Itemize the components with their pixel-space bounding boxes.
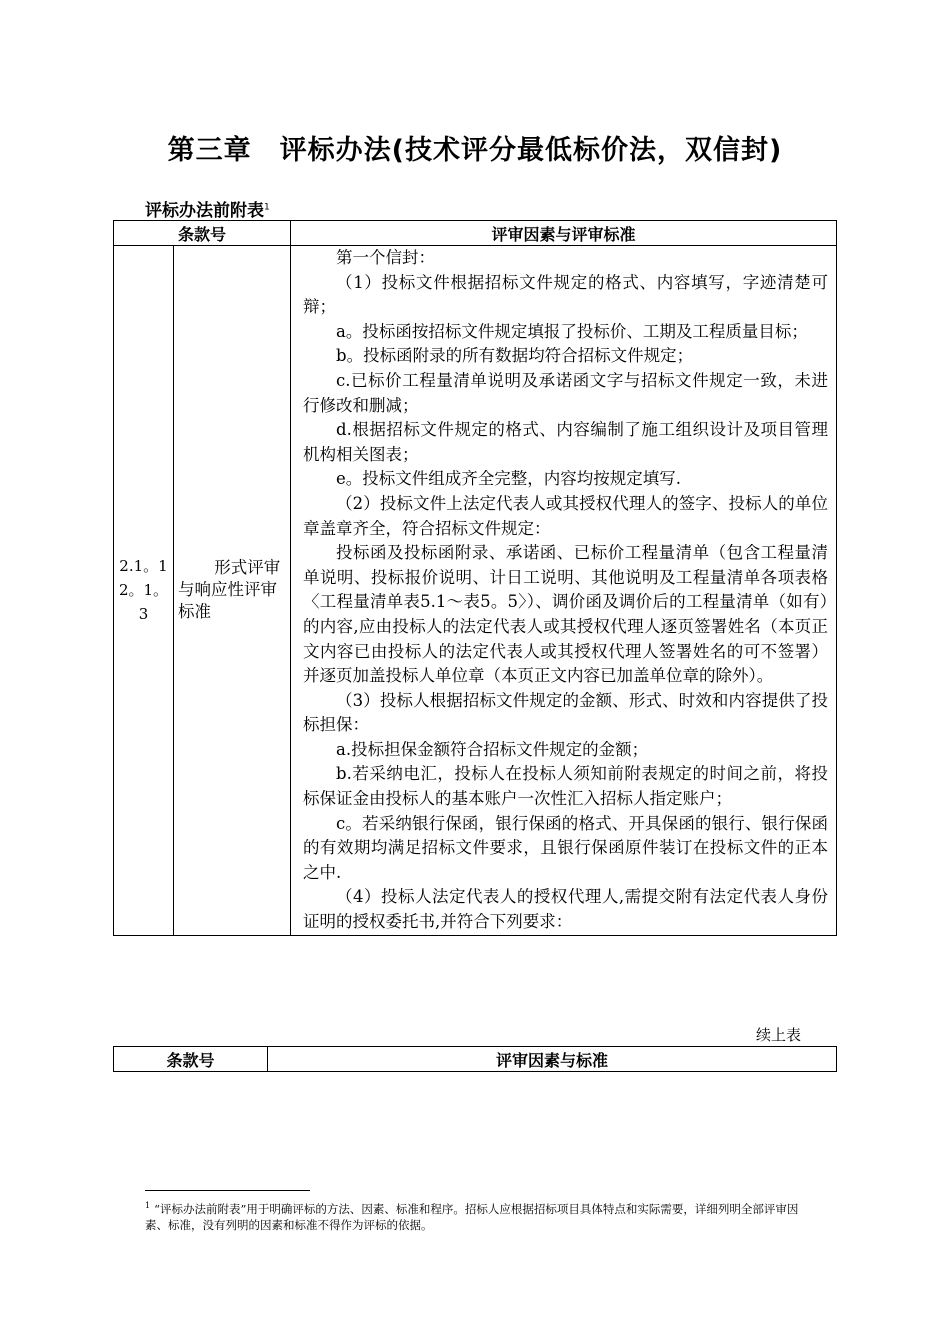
- header-evaluation-criteria: 评审因素与标准: [268, 1047, 837, 1072]
- table-header-row: [114, 221, 837, 246]
- footnote-mark: 1: [145, 1201, 151, 1210]
- header-clause-number: 条款号: [114, 221, 291, 246]
- footnote-reference: 1: [264, 202, 270, 213]
- footnote-separator: [145, 1190, 310, 1191]
- criteria-paragraph: b。投标函附录的所有数据均符合招标文件规定；: [336, 346, 694, 366]
- table-caption: [145, 196, 270, 221]
- continued-table: [113, 1046, 837, 1072]
- clause-number-line: 2.1。1: [119, 557, 168, 576]
- evaluation-table: [113, 220, 837, 936]
- criteria-paragraph: d.根据招标文件规定的格式、内容编制了施工组织设计及项目管理机构相关图表；: [303, 420, 828, 464]
- criteria-paragraph: 第一个信封：: [336, 248, 436, 267]
- clause-name-cell: [174, 246, 291, 936]
- table-header-row: [114, 1047, 837, 1072]
- criteria-paragraph: a.投标担保金额符合招标文件规定的金额；: [336, 739, 649, 759]
- table-row: [114, 246, 837, 936]
- criteria-content-cell: [291, 246, 837, 936]
- criteria-paragraph: b.若采纳电汇，投标人在投标人须知前附表规定的时间之前，将投标保证金由投标人的基本账户一次性汇入招标人指定账户；: [303, 764, 828, 809]
- clause-number-line: 2。1。: [118, 581, 169, 600]
- footnote-text: “评标办法前附表”用于明确评标的方法、因素、标准和程序。招标人应根据招标项目具体特点和实际需要，详细列明全部评审因素、标准，没有列明的因素和标准不得作为评标的依据。: [145, 1201, 799, 1232]
- criteria-paragraph: 投标函及投标函附录、承诺函、已标价工程量清单（包含工程量清单说明、投标报价说明、计日工说明、其他说明及工程量清单各项表格〈工程量清单表5.1～表5。5〉）、调价函及调价后的工程量清单（如有）的内容,应由投标人的法定代表人或其授权代理人逐页签署姓名（本页正文内容已由投标人的法定代表人或其授权代理人签署姓名的可不签署）并逐页加盖投标人单位章（本页正文内容已加盖单位章的除外）。: [303, 543, 828, 686]
- clause-number-cell: [114, 246, 174, 936]
- header-evaluation-criteria: 评审因素与评审标准: [291, 221, 837, 246]
- criteria-paragraph: （1）投标文件根据招标文件规定的格式、内容填写，字迹清楚可辩；: [303, 272, 828, 317]
- criteria-paragraph: c。若采纳银行保函，银行保函的格式、开具保函的银行、银行保函的有效期均满足招标文件要求，且银行保函原件装订在投标文件的正本之中.: [303, 813, 828, 882]
- header-clause-number: 条款号: [114, 1047, 268, 1072]
- chapter-title: 第三章 评标办法(技术评分最低标价法，双信封): [167, 135, 783, 166]
- criteria-paragraph: c.已标价工程量清单说明及承诺函文字与招标文件规定一致，未进行修改和删减；: [303, 370, 828, 415]
- clause-name: 形式评审与响应性评审标准: [178, 558, 281, 622]
- table-caption-text: 评标办法前附表: [145, 201, 264, 221]
- continued-label: 续上表: [756, 1026, 802, 1044]
- criteria-paragraph: e。投标文件组成齐全完整，内容均按规定填写.: [336, 469, 682, 489]
- clause-number-line: 3: [138, 605, 149, 624]
- criteria-paragraph: （3）投标人根据招标文件规定的金额、形式、时效和内容提供了投标担保：: [303, 690, 828, 735]
- criteria-paragraph: （2）投标文件上法定代表人或其授权代理人的签字、投标人的单位章盖章齐全，符合招标文件规定：: [303, 493, 828, 538]
- criteria-paragraph: （4）投标人法定代表人的授权代理人,需提交附有法定代表人身份证明的授权委托书,并符合下列要求：: [303, 887, 828, 932]
- criteria-paragraph: a。投标函按招标文件规定填报了投标价、工期及工程质量目标；: [336, 321, 808, 341]
- footnote: [145, 1198, 805, 1233]
